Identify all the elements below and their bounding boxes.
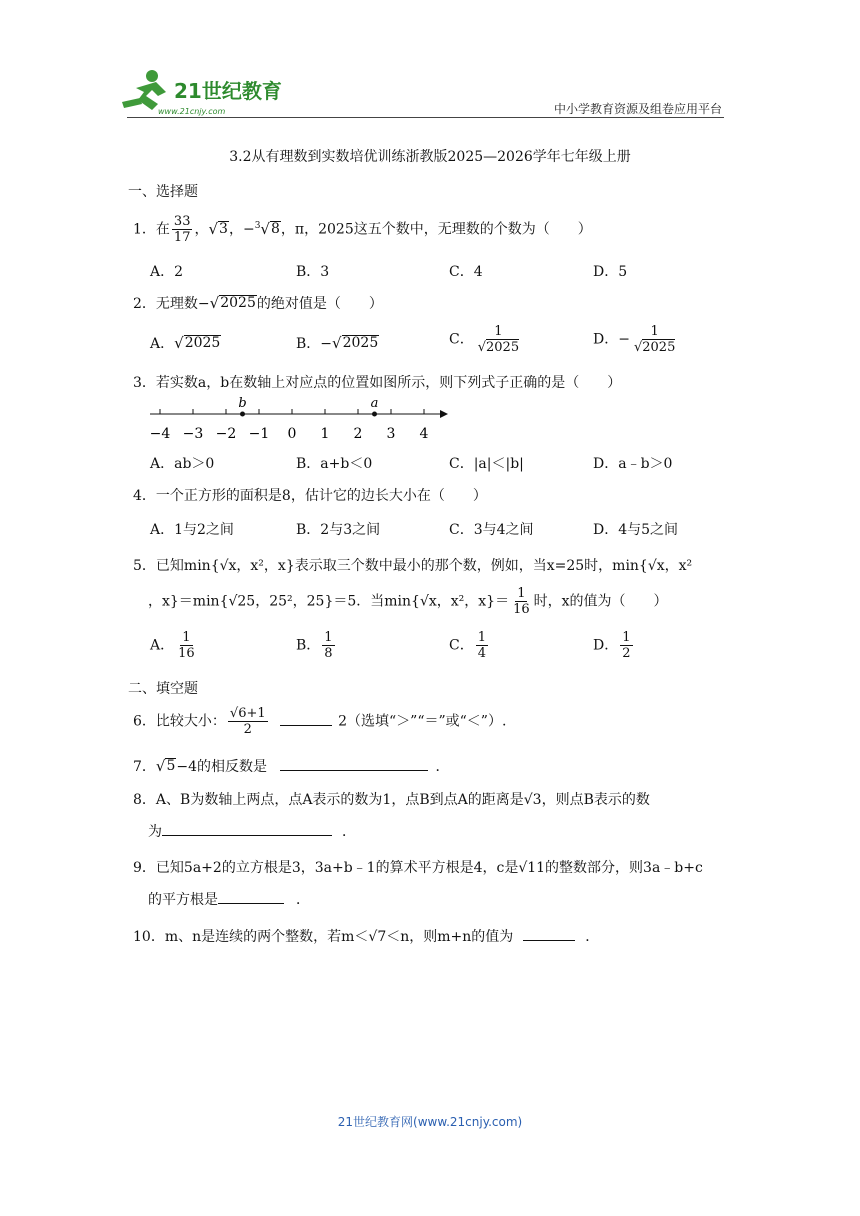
q4-option-a: A．1与2之间 bbox=[150, 522, 234, 538]
q3-option-b: B．a+b＜0 bbox=[296, 456, 373, 472]
tick-label: 1 bbox=[320, 426, 330, 442]
q4-option-b: B．2与3之间 bbox=[296, 522, 381, 538]
answer-blank[interactable] bbox=[280, 713, 332, 726]
sqrt-expr: √ 3 bbox=[208, 219, 228, 238]
point-label-b: b bbox=[238, 396, 247, 411]
tick-label: 2 bbox=[353, 426, 363, 442]
q2-option-c: C． $\frac{1}{√2025}$ bbox=[449, 324, 520, 355]
q3-option-c: C．|a|＜|b| bbox=[449, 456, 524, 472]
question-8-line1: 8．A、B为数轴上两点，点A表示的数为1，点B到点A的距离是√3，则点B表示的数 bbox=[133, 792, 650, 808]
section-choice-heading: 一、选择题 bbox=[128, 184, 198, 200]
tick-label: 4 bbox=[419, 426, 429, 442]
tick-label: −1 bbox=[248, 426, 270, 442]
q1-option-d: D．5 bbox=[593, 264, 628, 280]
answer-blank[interactable] bbox=[523, 928, 575, 941]
q2-option-b: B．− √ 2025 bbox=[296, 334, 379, 352]
q4-option-d: D．4与5之间 bbox=[593, 522, 679, 538]
q5-option-c: C． $\frac{1}{4}$ bbox=[449, 630, 486, 661]
question-8-line2: 为 ． bbox=[148, 824, 356, 840]
q5-option-b: B． $\frac{1}{8}$ bbox=[296, 630, 333, 661]
q2-option-d: D．− $\frac{1}{√2025}$ bbox=[593, 324, 676, 355]
footer-link[interactable]: 21世纪教育网(www.21cnjy.com) bbox=[337, 1115, 523, 1129]
question-5-line1: 5．已知min{√x，x²，x}表示取三个数中最小的那个数，例如，当x=25时，min{√x，x² bbox=[133, 558, 693, 574]
q3-option-a: A．ab＞0 bbox=[150, 456, 215, 472]
platform-name: 中小学教育资源及组卷应用平台 bbox=[553, 102, 722, 116]
question-10: 10．m、n是连续的两个整数，若m＜√7＜n，则m+n的值为 ． bbox=[133, 929, 600, 945]
brand-name: 21世纪教育 bbox=[174, 79, 282, 103]
question-1: 1．在 $\frac{33}{17}$ ， √ 3 ，−$^3$ √ 8 ，π，2025这五个数中，无理数的个数为（ ） bbox=[133, 214, 592, 245]
brand-url: www.21cnjy.com bbox=[158, 107, 226, 116]
q4-option-c: C．3与4之间 bbox=[449, 522, 534, 538]
q5-option-a: A． $\frac{1}{16}$ bbox=[150, 630, 195, 661]
header-divider bbox=[127, 117, 724, 118]
point-label-a: a bbox=[370, 396, 379, 411]
q3-option-d: D．a﹣b＞0 bbox=[593, 456, 673, 472]
point-a bbox=[372, 412, 377, 417]
fraction: $\frac{33}{17}$ bbox=[173, 214, 191, 245]
question-5-line2: ，x}＝min{√25，25²，25}＝5．当min{√x，x²，x}＝ $\frac{1}{16}$ 时，x的值为（ ） bbox=[148, 586, 668, 617]
q1-option-c: C．4 bbox=[449, 264, 483, 280]
answer-blank[interactable] bbox=[280, 758, 428, 771]
question-6: 6．比较大小： $\frac{√6+1}{2}$ 2（选填“＞”“＝”或“＜”）. bbox=[133, 706, 507, 737]
question-2: 2．无理数− √ 2025 的绝对值是（ ） bbox=[133, 294, 383, 312]
q5-option-d: D． $\frac{1}{2}$ bbox=[593, 630, 631, 661]
tick-label: −4 bbox=[149, 426, 171, 442]
tick-label: 3 bbox=[386, 426, 396, 442]
tick-label: −2 bbox=[215, 426, 237, 442]
q1-option-b: B．3 bbox=[296, 264, 330, 280]
tick-label: −3 bbox=[182, 426, 204, 442]
tick-label: 0 bbox=[287, 426, 297, 442]
axis-arrow bbox=[440, 410, 448, 418]
answer-blank[interactable] bbox=[162, 823, 332, 836]
question-4: 4．一个正方形的面积是8，估计它的边长大小在（ ） bbox=[133, 488, 487, 504]
question-9-line2: 的平方根是 ． bbox=[148, 892, 310, 908]
document-title: 3.2从有理数到实数培优训练浙教版2025—2026学年七年级上册 bbox=[229, 149, 631, 165]
number-line bbox=[148, 396, 452, 444]
q1-option-a: A．2 bbox=[150, 264, 184, 280]
question-7: 7． √ 5 −4的相反数是 ． bbox=[133, 757, 450, 775]
point-b bbox=[240, 412, 245, 417]
cbrt-expr: √ 8 bbox=[260, 219, 280, 238]
q2-option-a: A． √ 2025 bbox=[150, 334, 221, 352]
question-9-line1: 9．已知5a+2的立方根是3，3a+b﹣1的算术平方根是4，c是√11的整数部分，则3a﹣b+c bbox=[133, 860, 703, 876]
answer-blank[interactable] bbox=[218, 891, 284, 904]
section-fill-heading: 二、填空题 bbox=[128, 681, 198, 697]
question-3: 3．若实数a，b在数轴上对应点的位置如图所示，则下列式子正确的是（ ） bbox=[133, 375, 622, 391]
brand-logo bbox=[122, 66, 292, 118]
